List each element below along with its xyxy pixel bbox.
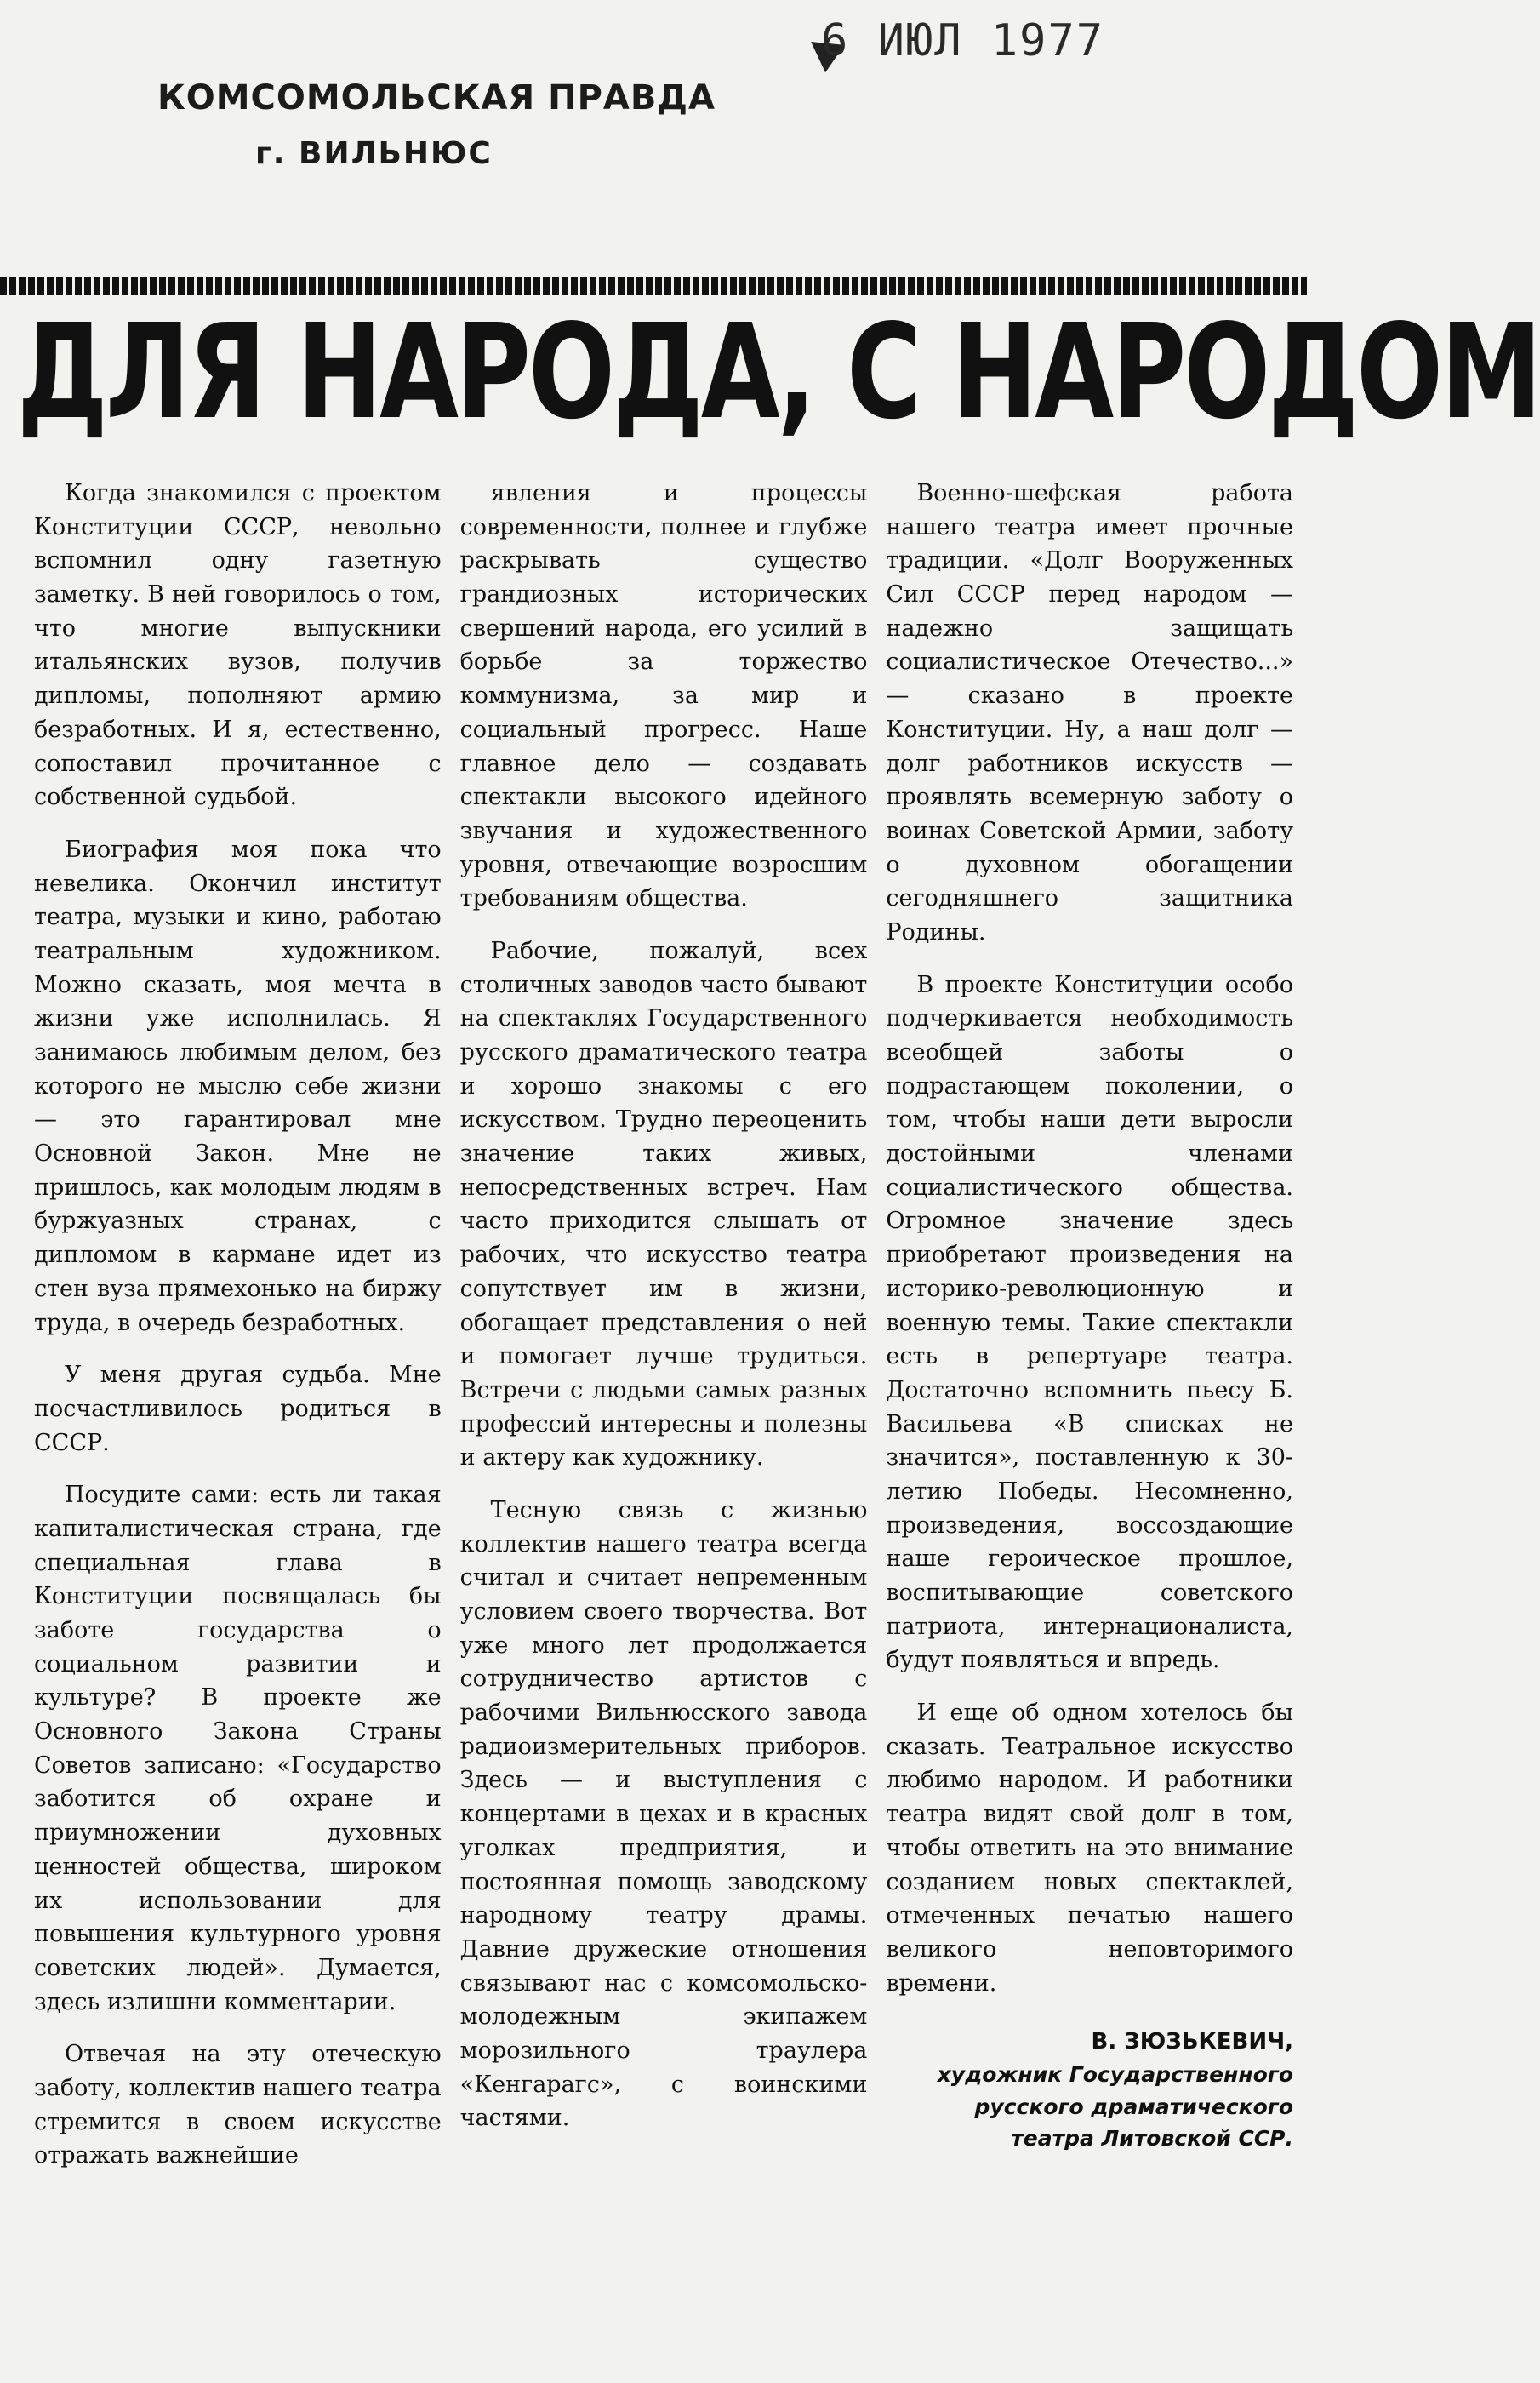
paragraph: Рабочие, пожалуй, всех столичных заводов часто бывают на спектаклях Государственного русского драматического театра и хорошо знакомы с его искусством. Трудно переоценить значение таких живых, непосредственных встреч. Нам часто приходится слышать от рабочих, что искусство театра сопутствует им в жизни, обогащает представления о ней и помогает лучше трудиться. Встречи с людьми самых разных профессий интересны и полезны и актеру как художнику. — [459, 937, 868, 1472]
paragraph: В проекте Конституции особо подчеркивается необходимость всеобщей заботы о подрастающем поколении, о том, чтобы наши дети выросли достойными членами социалистического общества. Огромное значение здесь приобретают произведения на историко-революционную и военную темы. Такие спектакли есть в репертуаре театра. Достаточно вспомнить пьесу Б. Васильева «В списках не значится», поставленную к 30-летию Победы. Несомненно, произведения, воссоздающие наше героическое прошлое, воспитывающие советского патриота, интернационалиста, будут появляться и впредь. — [886, 971, 1294, 1674]
headline-rule — [0, 277, 1307, 295]
paragraph: Отвечая на эту отеческую заботу, коллектив нашего театра стремится в своем искусстве отражать важнейшие — [34, 2041, 442, 2169]
author-signature — [886, 2026, 1293, 2155]
column-1 — [34, 477, 442, 2374]
author-role: художник Государственного русского драматического театра Литовской ССР. — [937, 2062, 1294, 2152]
column-3 — [886, 477, 1293, 2374]
date-stamp: 6 ИЮЛ 1977 — [821, 15, 1105, 66]
paragraph: Посудите сами: есть ли такая капиталистическая страна, где специальная глава в Конституции посвящалась бы заботе государства о социальном развитии и культуре? В проекте же Основного Закона Страны Советов записано: «Государство заботится об охране и приумножении духовных ценностей общества, широком их использовании для повышения культурного уровня советских людей». Думается, здесь излишни комментарии. — [34, 1482, 442, 2015]
author-name: В. ЗЮЗЬКЕВИЧ, — [1091, 2029, 1294, 2055]
paragraph: Тесную связь с жизнью коллектив нашего театра всегда считал и считает непременным условием своего творчества. Вот уже много лет продолжается сотрудничество артистов с рабочими Вильнюсского завода радиоизмерительных приборов. Здесь — и выступления с концертами в цехах и в красных уголках предприятия, и постоянная помощь заводскому народному театру драмы. Давние дружеские отношения связывают нас с комсомольско-молодежным экипажем морозильного траулера «Кенгарагс», с воинскими частями. — [459, 1496, 868, 2132]
paragraph: Когда знакомился с проектом Конституции СССР, невольно вспомнил одну газетную заметку. В ней говорилось о том, что многие выпускники итальянских вузов, получив дипломы, пополняют армию безработных. И я, естественно, сопоставил прочитанное с собственной судьбой. — [34, 480, 442, 811]
article-body — [34, 477, 1293, 2374]
newspaper-name: КОМСОМОЛЬСКАЯ ПРАВДА — [157, 78, 716, 117]
paragraph: Военно-шефская работа нашего театра имеет прочные традиции. «Долг Вооруженных Сил СССР перед народом — надежно защищать социалистическое Отечество...» — сказано в проекте Конституции. Ну, а наш долг — долг работников искусств — проявлять всемерную заботу о воинах Советской Армии, заботу о духовном обогащении сегодняшнего защитника Родины. — [886, 480, 1294, 946]
newspaper-city: г. ВИЛЬНЮС — [255, 136, 493, 171]
paragraph: явления и процессы современности, полнее и глубже раскрывать существо грандиозных исторических свершений народа, его усилий в борьбе за торжество коммунизма, за мир и социальный прогресс. Наше главное дело — создавать спектакли высокого идейного звучания и художественного уровня, отвечающие возросшим требованиям общества. — [459, 480, 868, 912]
paragraph: У меня другая судьба. Мне посчастливилось родиться в СССР. — [34, 1362, 442, 1456]
article-headline: ДЛЯ НАРОДА, С НАРОДОМ — [17, 297, 1540, 449]
column-2 — [460, 477, 868, 2374]
paragraph: Биография моя пока что невелика. Окончил институт театра, музыки и кино, работаю театральным художником. Можно сказать, моя мечта в жизни уже исполнилась. Я занимаюсь любимым делом, без которого не мыслю себе жизни — это гарантировал мне Основной Закон. Мне не пришлось, как молодым людям в буржуазных странах, с дипломом в кармане идет из стен вуза прямехонько на биржу труда, в очередь безработных. — [34, 836, 442, 1336]
paragraph: И еще об одном хотелось бы сказать. Театральное искусство любимо народом. И работники театра видят свой долг в том, чтобы ответить на это внимание созданием новых спектаклей, отмеченных печатью нашего великого неповторимого времени. — [886, 1700, 1294, 1997]
